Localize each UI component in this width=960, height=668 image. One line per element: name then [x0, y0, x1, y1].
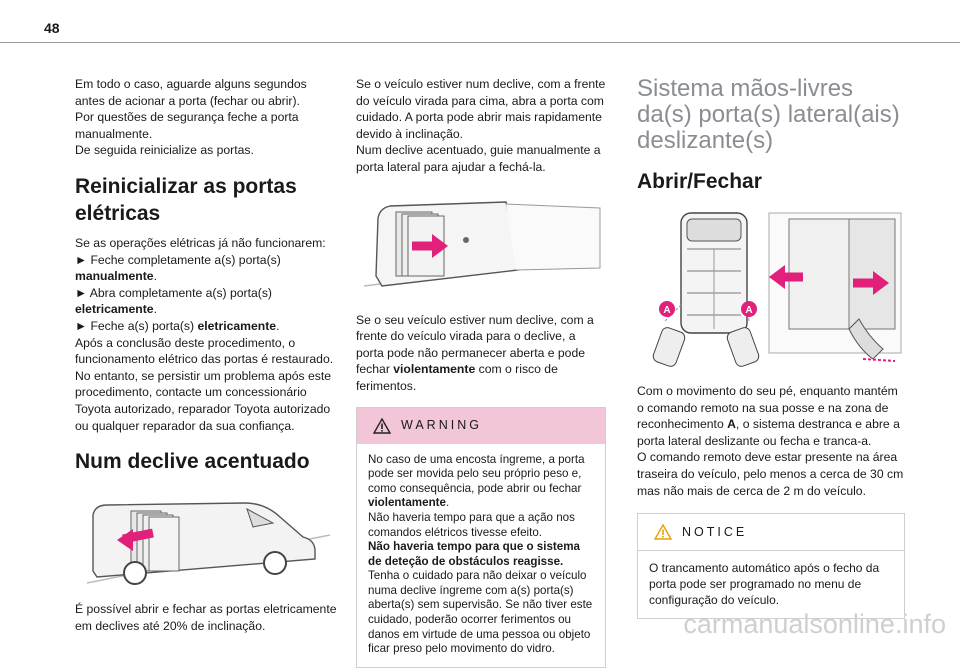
warning-box: [356, 407, 606, 668]
warning-header: [357, 408, 605, 444]
zone-label-a-left: A: [663, 305, 671, 316]
column-middle: [356, 76, 606, 668]
warning-title: WARNING: [401, 418, 482, 433]
notice-text: O trancamento automático após o fecho da porta pode ser programado no menu de configuração do veículo.: [649, 561, 880, 608]
notice-title: NOTICE: [682, 524, 748, 539]
downhill-text: Se o seu veículo estiver num declive, com a frente do veículo virada para o declive, a porta pode não permanecer aberta e pode fechar violentamente com o risco de ferimentos.: [356, 312, 594, 393]
handsfree-illustration: [637, 209, 905, 369]
header-divider: [0, 42, 960, 43]
notice-triangle-icon: [654, 524, 672, 540]
warning-p2: Não haveria tempo para que a ação nos comandos elétricos tivesse efeito.: [368, 510, 575, 539]
warning-p3: Não haveria tempo para que o sistema de deteção de obstáculos reagisse.: [368, 540, 580, 568]
uphill-text-2: Num declive acentuado, guie manualmente a porta lateral para ajudar a fechá-la.: [356, 143, 601, 174]
reset-intro: Se as operações elétricas já não funcionarem:: [75, 235, 326, 250]
page-number: 48: [44, 20, 60, 36]
uphill-text: Se o veículo estiver num declive, com a frente do veículo virada para cima, abra a porta com cuidado. A porta pode abrir mais rapidamente devido à inclinação.: [356, 77, 606, 141]
van-downhill-illustration: [356, 190, 606, 298]
column-right: [637, 76, 905, 619]
van-slope-illustration: [75, 485, 337, 587]
warning-p1: No caso de uma encosta íngreme, a porta pode ser movida pelo seu próprio peso e, como consequência, pode abrir ou fechar violentamente.: [368, 452, 585, 510]
zone-label-a-right: A: [745, 305, 753, 316]
notice-box: [637, 513, 905, 619]
intro-line-2: Por questões de segurança feche a porta manualmente.: [75, 110, 299, 141]
slope-text: É possível abrir e fechar as portas eletricamente em declives até 20% de inclinação.: [75, 602, 337, 633]
handsfree-text-1: Com o movimento do seu pé, enquanto mantém o comando remoto na sua posse e na zona de reconhecimento A, o sistema destranca e abre a porta lateral deslizante ou fecha e tranca-a.: [637, 384, 900, 448]
sub-heading: Abrir/Fechar: [637, 170, 762, 193]
after-steps-text: Após a conclusão deste procedimento, o funcionamento elétrico das portas é restaurado.: [75, 335, 334, 367]
intro-line-3: De seguida reinicialize as portas.: [75, 143, 254, 158]
main-heading: Sistema mãos-livres da(s) porta(s) lateral(ais) deslizante(s): [637, 75, 900, 154]
slope-heading: Num declive acentuado: [75, 450, 310, 474]
notice-header: [638, 514, 904, 551]
if-problem-text: No entanto, se persistir um problema após este procedimento, contacte um concessionário Toyota autorizado, reparador Toyota autorizado ou qualquer reparador da sua confiança.: [75, 368, 332, 433]
column-left: [75, 76, 337, 634]
reset-heading: Reinicializar as portas elétricas: [75, 174, 297, 225]
warning-triangle-icon: [373, 418, 391, 434]
reset-step-2: ► Abra completamente a(s) porta(s) eletricamente.: [75, 285, 272, 317]
reset-step-1: ► Feche completamente a(s) porta(s) manualmente.: [75, 252, 281, 284]
intro-line-1: Em todo o caso, aguarde alguns segundos antes de acionar a porta (fechar ou abrir).: [75, 77, 307, 108]
footer-watermark: carmanualsonline.info: [683, 609, 946, 639]
warning-body: [357, 444, 605, 667]
warning-p4: Tenha o cuidado para não deixar o veículo numa declive íngreme com a(s) porta(s) aberta(s) sem supervisão. Se não tiver este cuidado, poderão ocorrer ferimentos ou danos em virtude de uma pessoa ou objeto ficar preso pelo movimento do vidro.: [368, 569, 593, 656]
reset-step-3: ► Feche a(s) porta(s) eletricamente.: [75, 318, 280, 333]
handsfree-text-2: O comando remoto deve estar presente na área traseira do veículo, pelo menos a cerca de 30 cm mas não mais de cerca de 2 m do veículo.: [637, 450, 904, 498]
